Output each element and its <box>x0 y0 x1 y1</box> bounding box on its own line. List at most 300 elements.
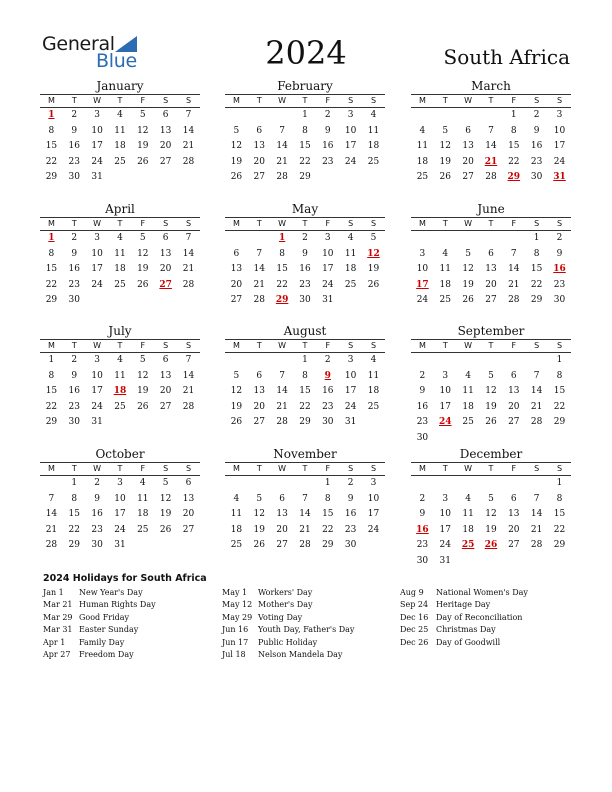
day-cell: 11 <box>344 248 357 259</box>
empty-cell <box>177 293 200 309</box>
day-cell: 24 <box>344 156 357 167</box>
day-cell: 5 <box>233 125 240 136</box>
holiday-date: Mar 21 <box>43 600 73 610</box>
weekday-label: M <box>232 464 240 473</box>
empty-cell <box>131 415 154 431</box>
day-cell: 25 <box>344 279 357 290</box>
day-cell: 11 <box>230 509 243 519</box>
week-row <box>411 523 571 539</box>
week-row <box>40 231 200 247</box>
weekday-header <box>411 463 571 475</box>
day-cell: 14 <box>530 509 543 519</box>
empty-cell <box>339 293 362 309</box>
day-cell: 19 <box>367 264 380 274</box>
empty-cell <box>548 431 571 447</box>
empty-cell <box>225 108 248 124</box>
month-name: July <box>108 324 132 338</box>
week-row <box>40 262 200 278</box>
weekday-label: M <box>47 96 55 105</box>
day-cell: 13 <box>508 386 520 396</box>
day-cell: 7 <box>48 493 55 504</box>
week-row <box>40 124 200 140</box>
day-cell: 30 <box>344 540 357 550</box>
holiday-name: Family Day <box>79 637 125 647</box>
week-row <box>411 492 571 508</box>
weekday-label: M <box>47 219 55 228</box>
day-cell: 1 <box>533 233 540 243</box>
empty-cell <box>480 554 503 570</box>
day-cell: 16 <box>322 141 334 151</box>
day-cell: 1 <box>556 478 563 488</box>
day-cell: 13 <box>485 264 497 274</box>
holiday-entry <box>400 599 528 611</box>
day-cell: 14 <box>530 386 543 396</box>
logo-text-blue: Blue <box>96 50 137 72</box>
day-cell: 13 <box>253 386 265 396</box>
weekday-label: M <box>232 219 240 228</box>
empty-cell <box>154 538 177 554</box>
empty-cell <box>411 108 434 124</box>
holiday-entry <box>222 649 354 661</box>
day-cell: 13 <box>253 141 265 151</box>
day-cell: 22 <box>553 401 566 412</box>
day-cell: 19 <box>230 401 243 412</box>
holiday-name: Public Holiday <box>258 637 318 647</box>
day-cell: 8 <box>279 248 285 259</box>
day-cell: 11 <box>462 386 474 396</box>
day-cell: 23 <box>553 279 566 290</box>
holiday-name: Heritage Day <box>436 600 491 610</box>
day-cell: 4 <box>139 478 146 488</box>
weekday-label: M <box>232 341 240 350</box>
empty-cell <box>131 538 154 554</box>
day-cell: 23 <box>299 279 311 290</box>
day-cell: 6 <box>162 110 169 120</box>
day-cell: 24 <box>439 540 451 550</box>
weekday-label: T <box>71 96 77 105</box>
holiday-entry <box>222 624 354 636</box>
month-december <box>411 447 571 569</box>
day-cell: 22 <box>45 401 58 412</box>
day-cell: 31 <box>344 417 357 427</box>
empty-cell <box>502 554 525 570</box>
weekday-label: T <box>302 96 308 105</box>
day-cell: 15 <box>530 264 543 274</box>
week-row <box>411 476 571 492</box>
day-cell: 25 <box>462 417 474 427</box>
day-cell: 25 <box>367 401 380 412</box>
day-cell: 7 <box>256 248 263 259</box>
holiday-column <box>222 587 354 661</box>
day-cell: 30 <box>68 295 80 305</box>
week-row <box>225 538 385 554</box>
empty-cell <box>248 476 271 492</box>
day-cell: 26 <box>439 172 451 182</box>
day-cell: 5 <box>442 125 449 136</box>
day-cell: 23 <box>68 156 80 167</box>
empty-cell <box>271 476 294 492</box>
day-cell: 3 <box>117 478 123 488</box>
day-cell: 21 <box>299 524 311 535</box>
weekday-label: M <box>418 341 426 350</box>
week-row <box>40 384 200 400</box>
day-cell: 23 <box>68 279 80 290</box>
day-cell: 8 <box>71 493 78 504</box>
day-cell: 28 <box>182 401 195 412</box>
holiday-date: Dec 26 <box>400 637 429 647</box>
empty-cell <box>548 554 571 570</box>
day-cell: 20 <box>508 401 520 412</box>
week-row <box>40 155 200 171</box>
day-cell: 6 <box>488 248 494 259</box>
day-cell: 13 <box>230 264 243 274</box>
page-title: 2024 <box>265 34 347 72</box>
empty-cell <box>131 293 154 309</box>
day-cell: 22 <box>45 279 58 290</box>
weekday-label: S <box>370 464 377 473</box>
week-row <box>411 124 571 140</box>
day-cell: 9 <box>71 370 78 381</box>
weekday-header <box>40 340 200 352</box>
empty-cell <box>502 353 525 369</box>
day-cell: 14 <box>253 264 265 274</box>
day-cell: 25 <box>367 156 380 167</box>
week-row <box>40 476 200 492</box>
day-cell: 14 <box>276 141 288 151</box>
weekday-label: S <box>556 219 563 228</box>
day-cell: 5 <box>256 493 263 504</box>
day-cell: 10 <box>91 370 103 381</box>
day-cell: 8 <box>302 370 308 381</box>
holiday-name: Day of Reconciliation <box>436 612 523 622</box>
empty-cell <box>502 231 525 247</box>
day-cell: 18 <box>439 279 451 290</box>
empty-cell <box>434 476 457 492</box>
day-cell: 19 <box>485 401 497 412</box>
weekday-label: M <box>47 464 55 473</box>
weekday-header <box>225 463 385 475</box>
weekday-header <box>225 95 385 107</box>
day-cell: 14 <box>182 125 195 136</box>
day-cell: 15 <box>299 386 311 396</box>
weekday-label: W <box>93 341 102 350</box>
day-cell: 2 <box>324 110 331 120</box>
weekday-label: F <box>511 219 517 228</box>
weekday-label: F <box>325 464 331 473</box>
day-cell: 27 <box>276 540 288 550</box>
weekday-label: T <box>442 464 448 473</box>
day-cell: 20 <box>462 156 474 167</box>
week-row <box>225 400 385 416</box>
weekday-label: S <box>163 464 169 473</box>
day-cell: 1 <box>48 355 55 365</box>
empty-cell <box>525 476 548 492</box>
day-cell: 24 <box>322 279 334 290</box>
day-cell: 9 <box>71 248 78 259</box>
weekday-label: W <box>278 219 287 228</box>
holiday-date: Aug 9 <box>400 588 424 597</box>
empty-cell <box>480 108 503 124</box>
holiday-date: Jan 1 <box>43 588 64 597</box>
day-cell: 21 <box>182 141 195 151</box>
weekday-label: W <box>464 219 473 228</box>
day-cell: 16 <box>91 509 103 519</box>
day-cell: 21 <box>276 401 288 412</box>
day-cell: 19 <box>462 279 474 290</box>
weekday-label: T <box>256 96 262 105</box>
holiday-date: Apr 27 <box>43 649 71 659</box>
day-cell: 26 <box>137 156 149 167</box>
day-cell: 14 <box>485 141 497 151</box>
day-cell: 5 <box>139 233 146 243</box>
holiday-entry <box>43 599 156 611</box>
week-row <box>411 538 571 554</box>
day-cell: 19 <box>485 524 497 535</box>
weekday-label: T <box>117 341 123 350</box>
day-cell: 15 <box>276 264 288 274</box>
day-cell: 28 <box>299 540 311 550</box>
day-cell: 30 <box>530 172 543 182</box>
day-cell: 1 <box>71 478 78 488</box>
day-cell: 25 <box>137 524 149 535</box>
weekday-label: W <box>93 464 102 473</box>
day-cell: 20 <box>253 401 265 412</box>
holiday-column <box>400 587 528 649</box>
empty-cell <box>154 170 177 186</box>
day-cell: 25 <box>230 540 243 550</box>
weekday-label: T <box>302 464 308 473</box>
week-row <box>40 353 200 369</box>
day-cell: 5 <box>162 478 169 488</box>
day-cell: 22 <box>299 156 311 167</box>
day-cell: 8 <box>48 370 55 381</box>
holiday-entry <box>222 599 354 611</box>
weekday-label: T <box>488 96 494 105</box>
day-cell: 23 <box>322 156 334 167</box>
week-row <box>40 369 200 385</box>
weekday-label: S <box>370 341 377 350</box>
weekday-label: W <box>278 341 287 350</box>
month-name: March <box>471 79 511 93</box>
day-cell: 24 <box>553 156 566 167</box>
empty-cell <box>154 415 177 431</box>
day-cell: 12 <box>253 509 265 519</box>
day-cell: 10 <box>416 264 429 274</box>
weekday-label: F <box>140 219 146 228</box>
day-cell: 30 <box>416 432 429 443</box>
month-july <box>40 324 200 431</box>
day-cell: 8 <box>48 248 55 259</box>
empty-cell <box>177 415 200 431</box>
weekday-label: S <box>556 96 563 105</box>
day-cell: 1 <box>324 478 331 488</box>
month-august <box>225 324 385 431</box>
week-row <box>225 384 385 400</box>
day-cell: 10 <box>114 493 126 504</box>
day-cell: 10 <box>344 125 357 136</box>
week-row <box>411 415 571 431</box>
day-cell: 11 <box>439 264 451 274</box>
week-row <box>411 139 571 155</box>
day-cell: 29 <box>299 417 311 427</box>
day-cell: 10 <box>344 370 357 381</box>
weekday-label: S <box>185 219 192 228</box>
week-row <box>225 353 385 369</box>
day-cell: 15 <box>508 141 520 151</box>
day-cell: 16 <box>68 386 80 396</box>
day-cell: 14 <box>508 264 520 274</box>
day-cell: 8 <box>302 125 308 136</box>
weekday-label: F <box>511 96 517 105</box>
week-row <box>411 170 571 186</box>
weekday-label: S <box>556 341 563 350</box>
holiday-day: 17 <box>416 279 429 290</box>
day-cell: 2 <box>533 110 540 120</box>
day-cell: 22 <box>553 524 566 535</box>
day-cell: 3 <box>347 110 354 120</box>
day-cell: 4 <box>117 355 123 365</box>
holiday-name: National Women's Day <box>436 588 528 597</box>
empty-cell <box>109 170 132 186</box>
day-cell: 8 <box>324 493 331 504</box>
day-cell: 6 <box>162 355 169 365</box>
day-cell: 26 <box>230 417 243 427</box>
weekday-label: S <box>163 96 169 105</box>
week-row <box>411 262 571 278</box>
day-cell: 25 <box>439 295 451 305</box>
day-cell: 1 <box>556 355 563 365</box>
weekday-label: W <box>93 96 102 105</box>
holiday-date: Mar 29 <box>43 612 73 622</box>
day-cell: 11 <box>367 370 380 381</box>
day-cell: 11 <box>114 125 126 136</box>
day-cell: 4 <box>370 355 377 365</box>
day-cell: 6 <box>279 493 285 504</box>
month-september <box>411 324 571 446</box>
weekday-label: T <box>117 96 123 105</box>
month-name: February <box>277 79 333 93</box>
day-cell: 20 <box>159 141 172 151</box>
week-row <box>225 476 385 492</box>
holiday-name: Youth Day, Father's Day <box>258 625 355 635</box>
day-cell: 25 <box>114 156 126 167</box>
weekday-header <box>411 95 571 107</box>
day-cell: 25 <box>114 279 126 290</box>
weekday-header <box>40 463 200 475</box>
day-cell: 12 <box>230 386 243 396</box>
holiday-entry <box>43 612 156 624</box>
day-cell: 16 <box>530 141 543 151</box>
day-cell: 12 <box>462 264 474 274</box>
empty-cell <box>86 293 109 309</box>
day-cell: 17 <box>91 141 103 151</box>
weekday-label: T <box>256 464 262 473</box>
weekday-label: T <box>488 464 494 473</box>
day-cell: 4 <box>370 110 377 120</box>
day-cell: 28 <box>182 156 195 167</box>
day-cell: 17 <box>114 509 126 519</box>
day-cell: 26 <box>230 172 243 182</box>
week-row <box>225 523 385 539</box>
holiday-entry <box>43 649 156 661</box>
day-cell: 26 <box>253 540 265 550</box>
weekday-label: S <box>348 219 354 228</box>
day-cell: 7 <box>185 110 192 120</box>
day-cell: 26 <box>137 279 149 290</box>
empty-cell <box>248 108 271 124</box>
week-row <box>225 231 385 247</box>
day-cell: 18 <box>114 264 126 274</box>
holiday-day: 16 <box>553 264 566 274</box>
empty-cell <box>434 108 457 124</box>
holiday-entry <box>400 637 528 649</box>
empty-cell <box>480 353 503 369</box>
day-cell: 5 <box>370 233 377 243</box>
day-cell: 27 <box>253 417 265 427</box>
day-cell: 14 <box>276 386 288 396</box>
day-cell: 7 <box>185 233 192 243</box>
day-cell: 12 <box>137 370 149 381</box>
month-name: September <box>457 324 525 338</box>
day-cell: 17 <box>439 524 451 535</box>
month-november <box>225 447 385 554</box>
day-cell: 2 <box>556 233 563 243</box>
weekday-header <box>40 95 200 107</box>
empty-cell <box>248 231 271 247</box>
month-name: December <box>459 447 523 461</box>
weekday-label: F <box>140 464 146 473</box>
day-cell: 29 <box>299 172 311 182</box>
day-cell: 7 <box>488 125 494 136</box>
empty-cell <box>480 476 503 492</box>
day-cell: 18 <box>344 264 357 274</box>
day-cell: 9 <box>302 248 308 259</box>
day-cell: 3 <box>94 110 100 120</box>
holiday-date: May 29 <box>222 612 253 622</box>
week-row <box>411 293 571 309</box>
weekday-label: S <box>348 96 354 105</box>
empty-cell <box>225 353 248 369</box>
holiday-name: Voting Day <box>258 612 303 622</box>
weekday-label: W <box>278 464 287 473</box>
week-row <box>411 231 571 247</box>
day-cell: 22 <box>276 279 288 290</box>
day-cell: 3 <box>347 355 354 365</box>
day-cell: 5 <box>488 370 494 381</box>
weekday-label: T <box>442 96 448 105</box>
day-cell: 20 <box>230 279 243 290</box>
weekday-label: M <box>232 96 240 105</box>
empty-cell <box>40 476 63 492</box>
day-cell: 26 <box>159 524 172 535</box>
day-cell: 4 <box>419 125 426 136</box>
day-cell: 30 <box>299 295 311 305</box>
empty-cell <box>362 170 385 186</box>
empty-cell <box>480 431 503 447</box>
holiday-entry <box>43 637 156 649</box>
day-cell: 9 <box>71 125 78 136</box>
holiday-name: Mother's Day <box>258 600 313 610</box>
day-cell: 30 <box>91 540 103 550</box>
empty-cell <box>434 431 457 447</box>
day-cell: 26 <box>367 279 380 290</box>
month-june <box>411 202 571 309</box>
weekday-header <box>411 218 571 230</box>
day-cell: 4 <box>347 233 354 243</box>
day-cell: 2 <box>347 478 354 488</box>
day-cell: 28 <box>276 417 288 427</box>
holiday-day: 1 <box>48 233 55 243</box>
